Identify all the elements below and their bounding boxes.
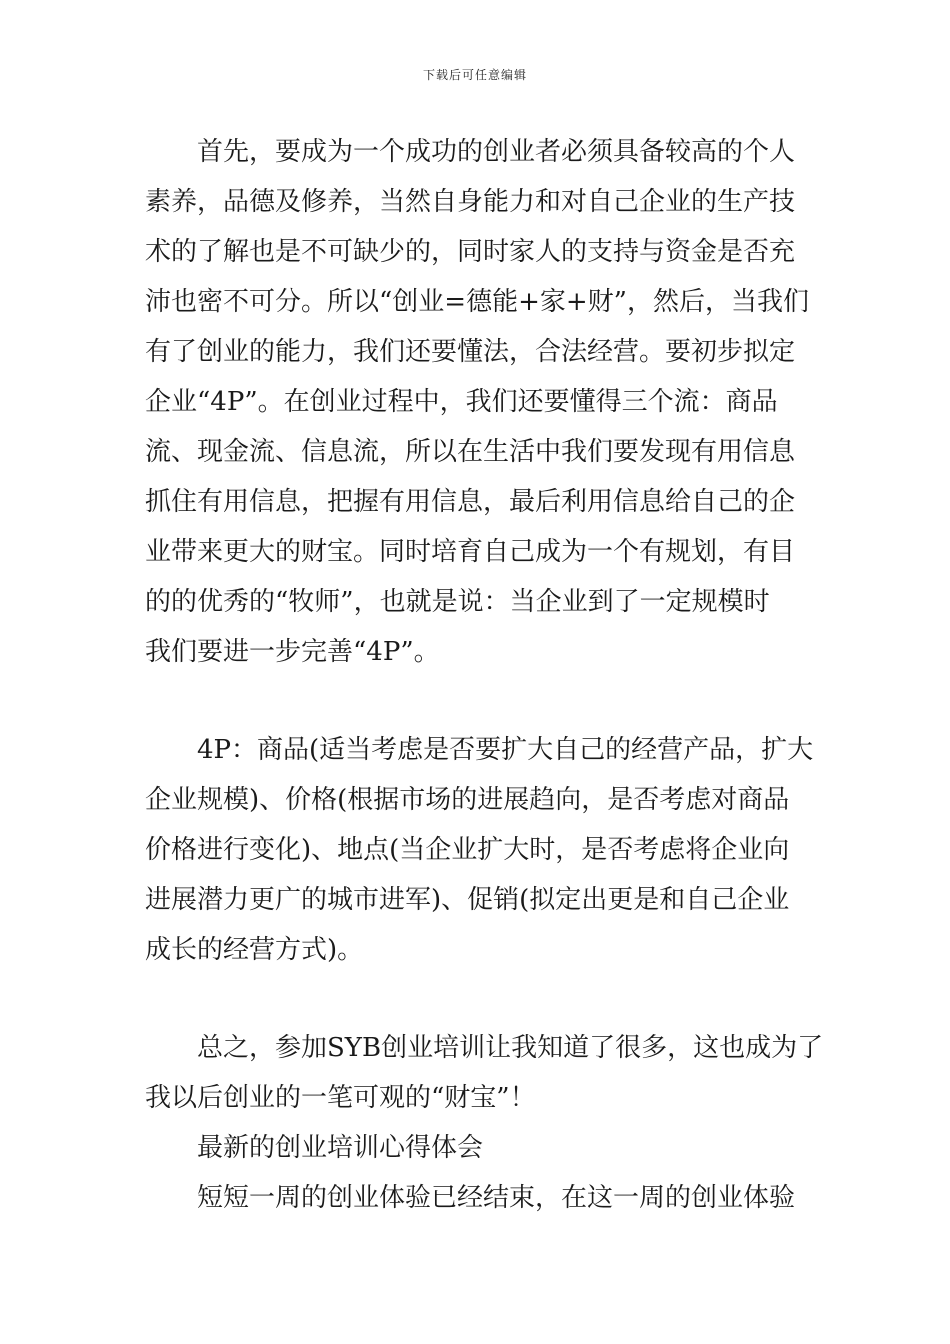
text-line: 的的优秀的“牧师”，也就是说：当企业到了一定规模时: [145, 587, 770, 617]
text-line: 总之，参加SYB创业培训让我知道了很多，这也成为了: [145, 1033, 824, 1063]
text-line: 短短一周的创业体验已经结束，在这一周的创业体验: [145, 1183, 796, 1213]
text-line: 4P：商品(适当考虑是否要扩大自己的经营产品，扩大: [145, 735, 814, 765]
text-line: 企业规模)、价格(根据市场的进展趋向，是否考虑对商品: [145, 785, 790, 815]
text-line: 我以后创业的一笔可观的“财宝”！: [145, 1083, 536, 1113]
text-line: 抓住有用信息，把握有用信息，最后利用信息给自己的企: [145, 487, 796, 517]
text-line: 业带来更大的财宝。同时培育自己成为一个有规划，有目: [145, 537, 796, 567]
text-line: 素养，品德及修养，当然自身能力和对自己企业的生产技: [145, 187, 796, 217]
text-line: 有了创业的能力，我们还要懂法，合法经营。要初步拟定: [145, 337, 796, 367]
text-line: 术的了解也是不可缺少的，同时家人的支持与资金是否充: [145, 237, 796, 267]
text-line: 成长的经营方式)。: [145, 935, 364, 965]
page-header: 下载后可任意编辑: [422, 68, 527, 82]
text-line: 沛也密不可分。所以“创业=德能+家+财”，然后，当我们: [145, 287, 809, 317]
text-line: 首先，要成为一个成功的创业者必须具备较高的个人: [145, 137, 796, 167]
text-line: 我们要进一步完善“4P”。: [145, 637, 440, 667]
text-line: 价格进行变化)、地点(当企业扩大时，是否考虑将企业向: [145, 835, 790, 865]
text-line: 流、现金流、信息流，所以在生活中我们要发现有用信息: [145, 437, 796, 467]
text-line: 进展潜力更广的城市进军)、促销(拟定出更是和自己企业: [145, 885, 790, 915]
section-heading: 最新的创业培训心得体会: [145, 1133, 484, 1163]
text-line: 企业“4P”。在创业过程中，我们还要懂得三个流：商品: [145, 387, 778, 417]
